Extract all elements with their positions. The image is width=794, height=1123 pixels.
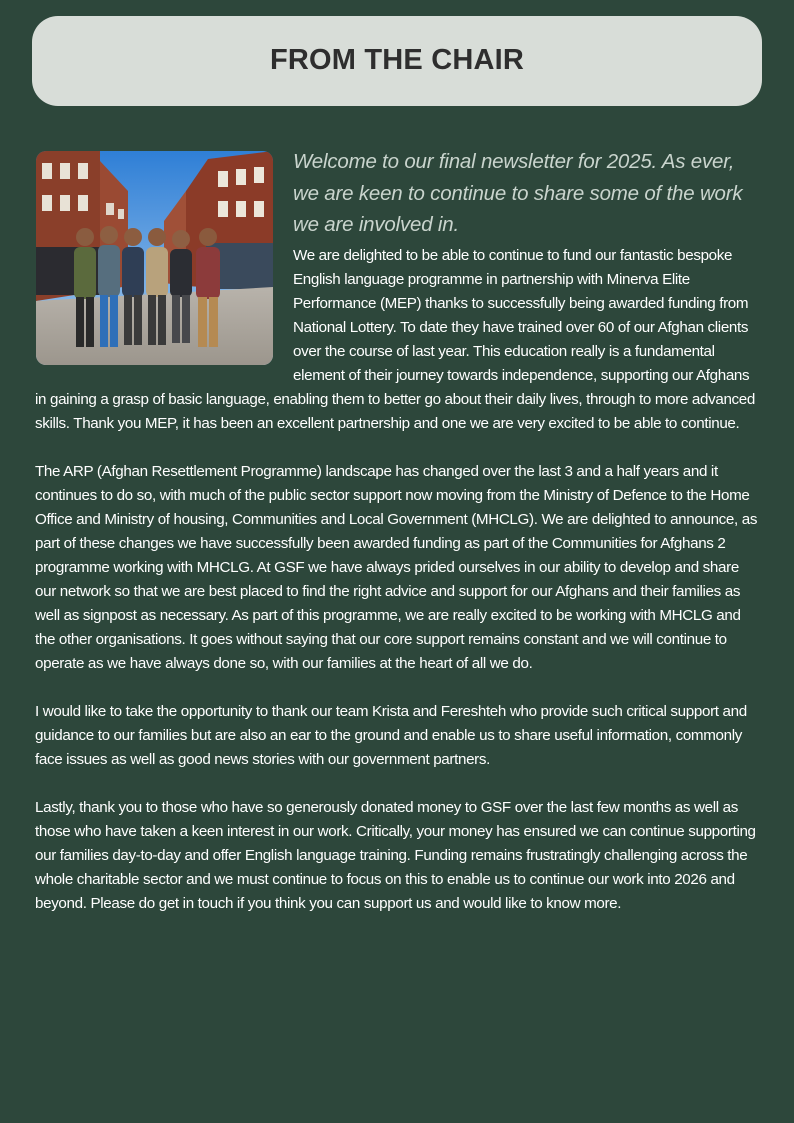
paragraph-4: Lastly, thank you to those who have so generously donated money to GSF over the last few months as well as those who have taken a keen interest in our work. Critically, your money has ensured we can continue supporting our families day-to-day and offer English language training. Funding remains frustratingly challenging across the whole charitable sector and we must continue to focus on this to enable us to continue our work into 2026 and beyond. Please do get in touch if you think you can support us and would like to know more. xyxy=(35,798,756,912)
article-body xyxy=(35,146,759,916)
paragraph-2: The ARP (Afghan Resettlement Programme) landscape has changed over the last 3 and a half years and it continues to do so, with much of the public sector support now moving from the Ministry of Defence to the Home Office and Ministry of housing, Communities and Local Government (MHCLG). We are delighted to announce, as part of these changes we have successfully been awarded funding as part of the Communities for Afghans 2 programme working with MHCLG. At GSF we have always prided ourselves in our ability to develop and share our network so that we are best placed to find the right advice and support for our Afghans and their families as well as signpost as necessary. As part of this programme, we are really excited to be working with MHCLG and the other organisations. It goes without saying that our core support remains constant and we will continue to operate as we have always done so, with our families at the heart of all we do. xyxy=(35,462,758,672)
paragraph-3: I would like to take the opportunity to thank our team Krista and Fereshteh who provide such critical support and guidance to our families but are also an ear to the ground and enable us to share useful information, commonly face issues as well as good news stories with our government partners. xyxy=(35,702,747,768)
intro-text: Welcome to our final newsletter for 2025. As ever, we are keen to continue to share some of the work we are involved in. xyxy=(293,150,743,236)
header-banner xyxy=(32,16,762,106)
page-title: FROM THE CHAIR xyxy=(269,43,525,76)
paragraph-1: We are delighted to be able to continue to fund our fantastic bespoke English language programme in partnership with Minerva Elite Performance (MEP) thanks to successfully being awarded funding from National Lottery. To date they have trained over 60 of our Afghan clients over the course of last year. This education really is a fundamental element of their journey towards independence, supporting our Afghans in gaining a grasp of basic language, enabling them to better go about their daily lives, through to more advanced skills. Thank you MEP, it has been an excellent partnership and one we are very excited to be able to continue. xyxy=(35,246,755,432)
group-photo xyxy=(36,151,273,365)
